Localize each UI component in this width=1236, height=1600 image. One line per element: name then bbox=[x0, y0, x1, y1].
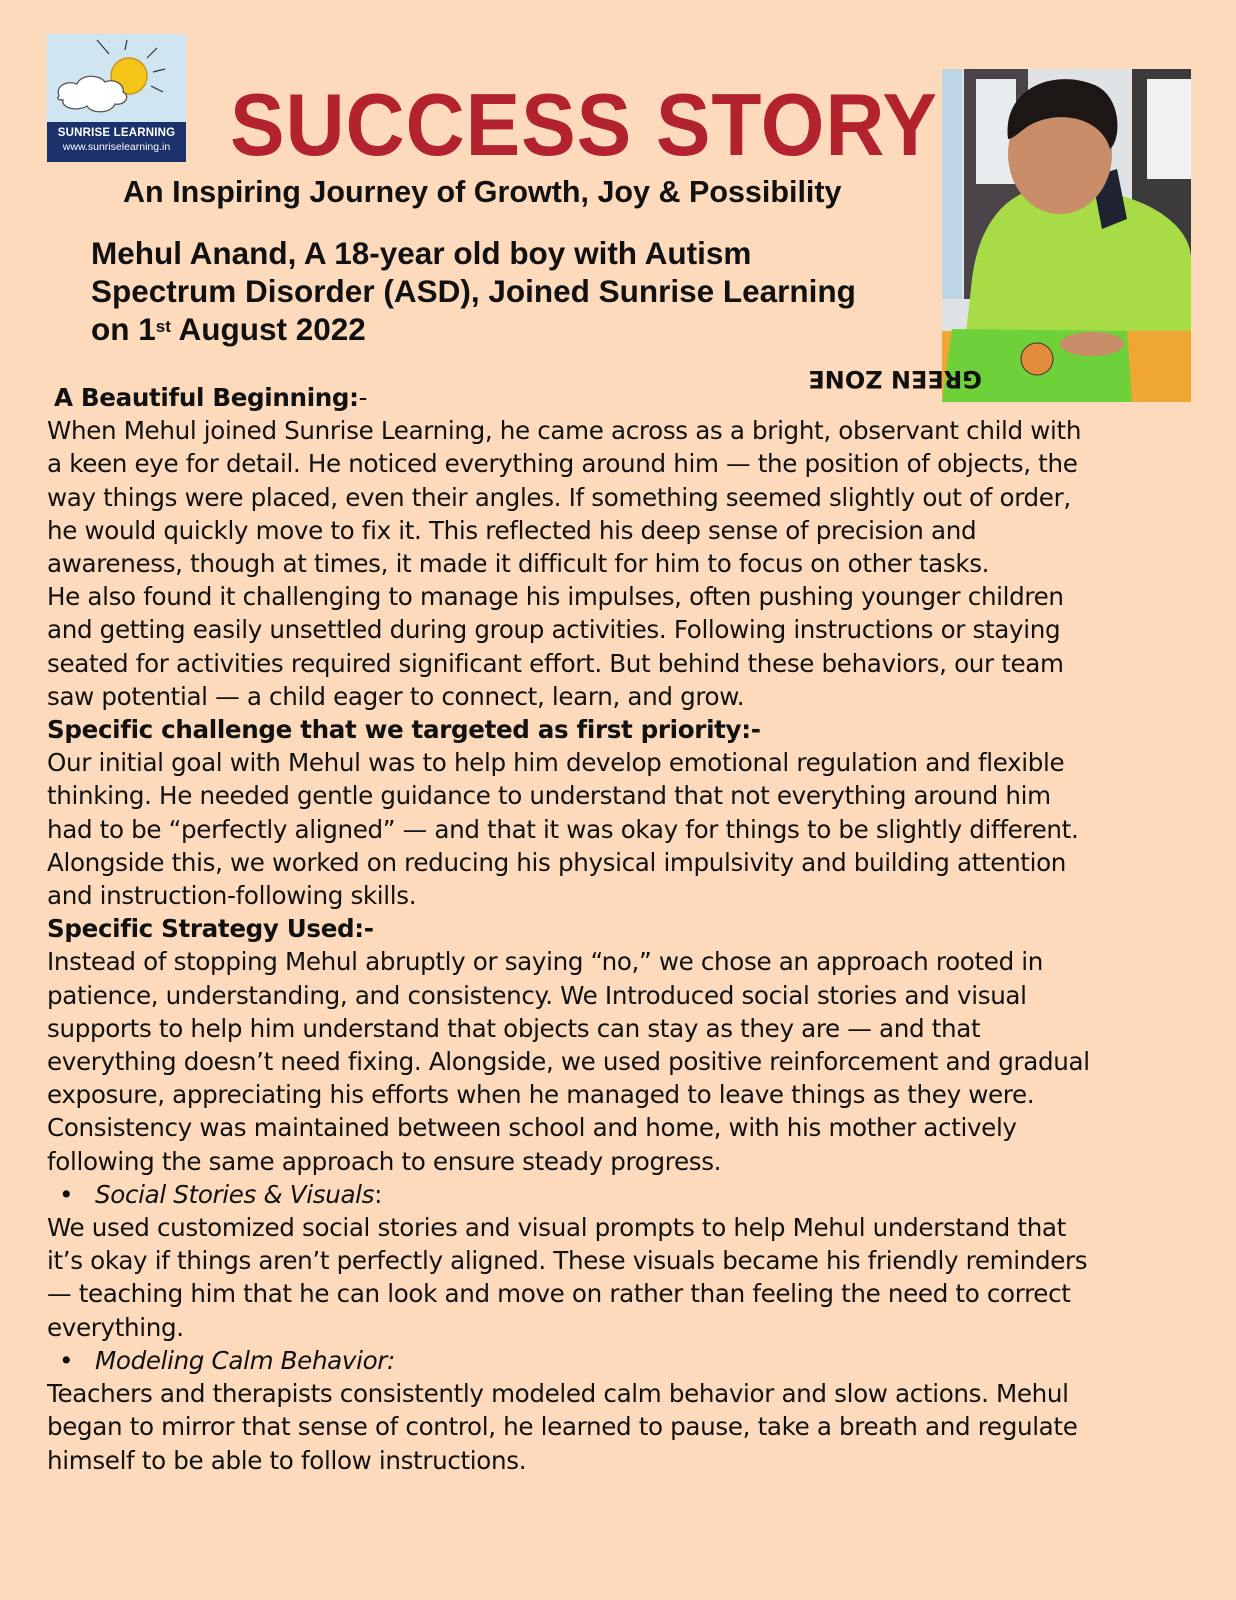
text-line: everything. bbox=[47, 1312, 184, 1342]
heading-suffix: - bbox=[358, 383, 368, 412]
text-line: Alongside this, we worked on reducing his physical impulsivity and building attention bbox=[47, 847, 1067, 877]
text-line: himself to be able to follow instructions. bbox=[47, 1445, 527, 1475]
logo-url: www.sunriselearning.in bbox=[62, 141, 171, 153]
student-photo-illustration bbox=[808, 69, 1191, 402]
text-line: began to mirror that sense of control, he learned to pause, take a breath and regulate bbox=[47, 1412, 1078, 1442]
text-line: — teaching him that he can look and move on rather than feeling the need to correct bbox=[47, 1279, 1071, 1309]
sun-cloud-icon bbox=[47, 34, 186, 122]
text-line: thinking. He needed gentle guidance to understand that not everything around him bbox=[47, 781, 1051, 811]
intro-heading bbox=[91, 234, 856, 348]
text-line: everything doesn’t need fixing. Alongside, we used positive reinforcement and gradual bbox=[47, 1047, 1090, 1077]
text-line: seated for activities required significant effort. But behind these behaviors, our team bbox=[47, 648, 1064, 678]
intro-date-suffix: August 2022 bbox=[170, 311, 366, 347]
section-heading-beginning bbox=[47, 381, 1207, 414]
social-stories-paragraph bbox=[47, 1211, 1207, 1344]
text-line: Our initial goal with Mehul was to help him develop emotional regulation and flexible bbox=[47, 748, 1065, 778]
text-line: following the same approach to ensure steady progress. bbox=[47, 1146, 722, 1176]
bullet-social-stories bbox=[47, 1178, 1207, 1211]
text-line: exposure, appreciating his efforts when he managed to leave things as they were. bbox=[47, 1080, 1035, 1110]
section-heading-challenge: Specific challenge that we targeted as first priority:- bbox=[47, 715, 761, 745]
story-body bbox=[47, 381, 1207, 1477]
page-title: SUCCESS STORY bbox=[230, 75, 938, 174]
bullet-icon: • bbox=[59, 1345, 74, 1375]
text-line: saw potential — a child eager to connect, learn, and grow. bbox=[47, 681, 745, 711]
bullet-modeling-calm bbox=[47, 1344, 1207, 1377]
intro-line: Mehul Anand, A 18-year old boy with Autism bbox=[91, 235, 752, 271]
bullet-title-suffix: : bbox=[374, 1179, 383, 1209]
text-line: a keen eye for detail. He noticed everything around him — the position of objects, the bbox=[47, 449, 1078, 479]
logo-name: SUNRISE LEARNING bbox=[57, 127, 176, 139]
text-line: patience, understanding, and consistency. We Introduced social stories and visual bbox=[47, 980, 1027, 1010]
text-line: he would quickly move to fix it. This reflected his deep sense of precision and bbox=[47, 515, 977, 545]
text-line: supports to help him understand that objects can stay as they are — and that bbox=[47, 1013, 981, 1043]
intro-line: Spectrum Disorder (ASD), Joined Sunrise Learning bbox=[91, 273, 856, 309]
text-line: awareness, though at times, it made it difficult for him to focus on other tasks. bbox=[47, 549, 990, 579]
intro-date-prefix: on 1 bbox=[91, 311, 156, 347]
page-subtitle: An Inspiring Journey of Growth, Joy & Possibility bbox=[123, 175, 842, 209]
challenge-paragraph bbox=[47, 746, 1207, 912]
bullet-icon: • bbox=[59, 1179, 74, 1209]
section-heading-strategy: Specific Strategy Used:- bbox=[47, 914, 374, 944]
logo-banner bbox=[47, 122, 186, 162]
student-photo bbox=[808, 69, 1191, 402]
text-line: He also found it challenging to manage his impulses, often pushing younger children bbox=[47, 582, 1064, 612]
bullet-title: Social Stories & Visuals bbox=[95, 1179, 375, 1209]
text-line: Instead of stopping Mehul abruptly or saying “no,” we chose an approach rooted in bbox=[47, 947, 1044, 977]
heading-text: A Beautiful Beginning: bbox=[54, 383, 359, 412]
text-line: We used customized social stories and visual prompts to help Mehul understand that bbox=[47, 1213, 1066, 1243]
text-line: had to be “perfectly aligned” — and that it was okay for things to be slightly different. bbox=[47, 814, 1079, 844]
bullet-title: Modeling Calm Behavior: bbox=[95, 1345, 395, 1375]
text-line: When Mehul joined Sunrise Learning, he came across as a bright, observant child with bbox=[47, 416, 1082, 446]
text-line: and instruction-following skills. bbox=[47, 881, 417, 911]
text-line: way things were placed, even their angles. If something seemed slightly out of order, bbox=[47, 482, 1071, 512]
intro-line bbox=[91, 310, 856, 348]
text-line: it’s okay if things aren’t perfectly aligned. These visuals became his friendly reminders bbox=[47, 1246, 1088, 1276]
modeling-calm-paragraph bbox=[47, 1377, 1207, 1477]
text-line: Consistency was maintained between school and home, with his mother actively bbox=[47, 1113, 1017, 1143]
sunrise-learning-logo bbox=[47, 34, 186, 162]
svg-text:GREEN ZONE: GREEN ZONE bbox=[808, 365, 982, 393]
text-line: and getting easily unsettled during group activities. Following instructions or staying bbox=[47, 615, 1061, 645]
text-line: Teachers and therapists consistently modeled calm behavior and slow actions. Mehul bbox=[47, 1379, 1069, 1409]
strategy-paragraph bbox=[47, 945, 1207, 1177]
intro-date-superscript: st bbox=[155, 317, 171, 336]
beginning-paragraph bbox=[47, 414, 1207, 713]
